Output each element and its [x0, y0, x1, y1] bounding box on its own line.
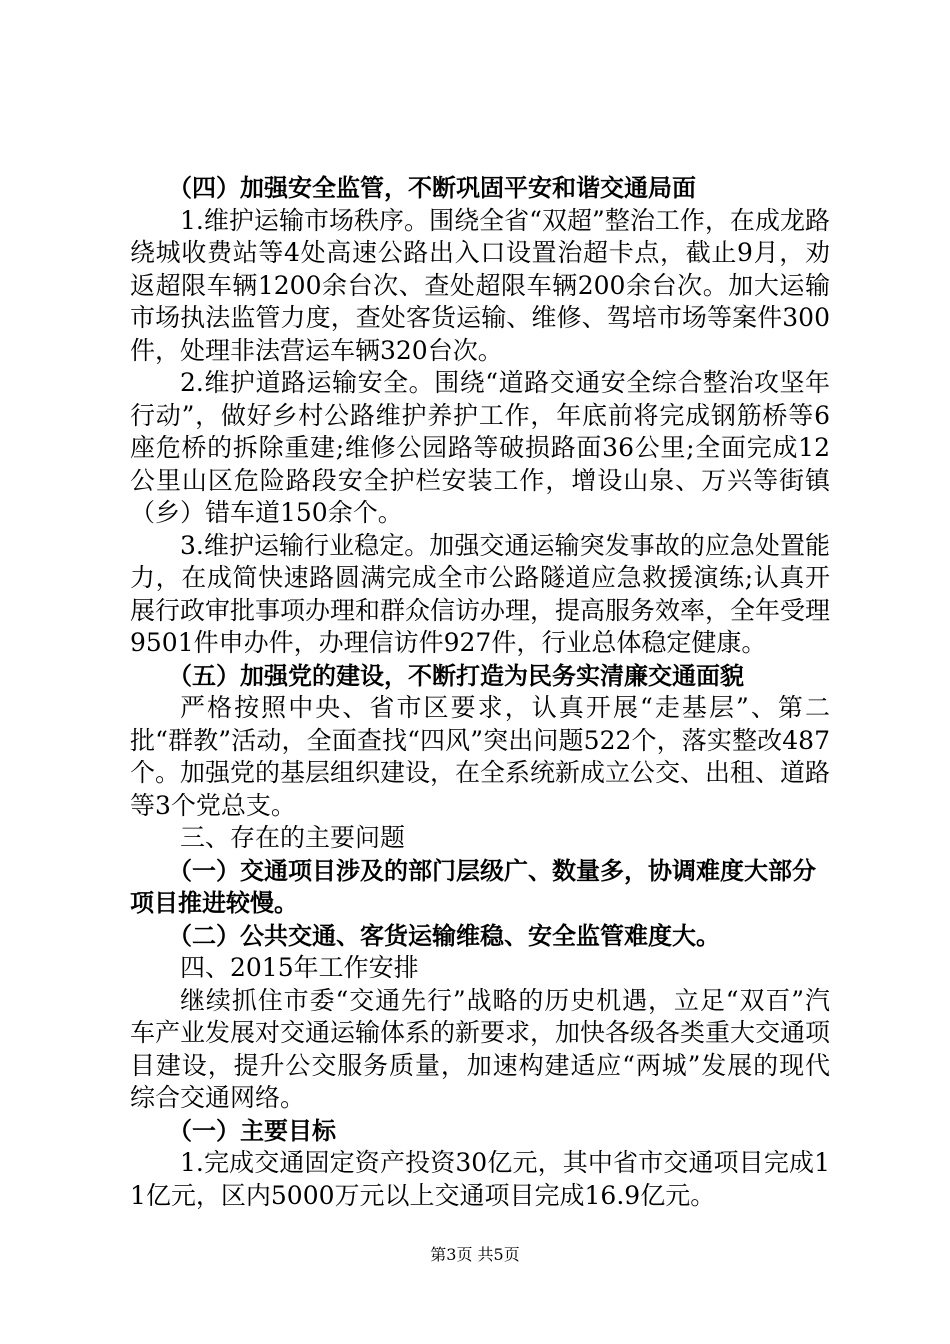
page-footer: 第3页 共5页	[430, 1245, 520, 1264]
paragraph-investment-goal: 1.完成交通固定资产投资30亿元，其中省市交通项目完成11亿元，区内5000万元以上交通项目完成16.9亿元。	[130, 1148, 830, 1210]
section-heading-problems: 三、存在的主要问题	[180, 823, 406, 852]
paragraph-market-order: 1.维护运输市场秩序。围绕全省“双超”整治工作，在成龙路绕城收费站等4处高速公路出入口设置治超卡点，截止9月，劝返超限车辆1200余台次、查处超限车辆200余台次。加大运输市场执法监管力度，查处客货运输、维修、驾培市场等案件300件，处理非法营运车辆320台次。	[130, 205, 830, 365]
problem-heading-1: （一）交通项目涉及的部门层级广、数量多，协调难度大部分项目推进较慢。	[130, 856, 816, 917]
goals-heading: （一）主要目标	[168, 1116, 336, 1145]
document-body	[130, 172, 830, 1212]
paragraph-party-building: 严格按照中央、省市区要求，认真开展“走基层”、第二批“群教”活动，全面查找“四风”突出问题522个，落实整改487个。加强党的基层组织建设，在全系统新成立公交、出租、道路等3个党总支。	[130, 693, 831, 820]
paragraph-industry-stability: 3.维护运输行业稳定。加强交通运输突发事故的应急处置能力，在成简快速路圆满完成全市公路隧道应急救援演练;认真开展行政审批事项办理和群众信访办理，提高服务效率，全年受理9501件申办件，办理信访件927件，行业总体稳定健康。	[130, 530, 831, 657]
section-heading-2015-plan: 四、2015年工作安排	[180, 953, 419, 982]
paragraph-road-safety: 2.维护道路运输安全。围绕“道路交通安全综合整治攻坚年行动”，做好乡村公路维护养护工作，年底前将完成钢筋桥等6座危桥的拆除重建;维修公园路等破损路面36公里;全面完成12公里山区危险路段安全护栏安装工作，增设山泉、万兴等街镇（乡）错车道150余个。	[130, 368, 830, 527]
section-heading-4: （四）加强安全监管，不断巩固平安和谐交通局面	[168, 174, 696, 202]
paragraph-plan-intro: 继续抓住市委“交通先行”战略的历史机遇，立足“双百”汽车产业发展对交通运输体系的新要求，加快各级各类重大交通项目建设，提升公交服务质量，加速构建适应“两城”发展的现代综合交通网络。	[130, 985, 831, 1112]
problem-heading-2: （二）公共交通、客货运输维稳、安全监管难度大。	[168, 921, 720, 950]
section-heading-5: （五）加强党的建设，不断打造为民务实清廉交通面貌	[168, 661, 744, 690]
